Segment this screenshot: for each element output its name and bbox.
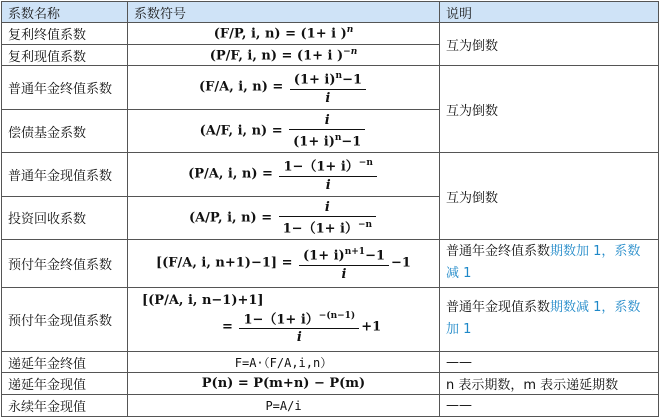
exponent: n	[335, 71, 343, 82]
exponent: n	[334, 132, 342, 143]
numerator: 1−（1+ i）	[283, 159, 359, 175]
row-name: 复利终值系数	[2, 23, 128, 45]
numerator-tail: −1	[342, 72, 363, 88]
table-row	[2, 240, 659, 288]
formula-text: (F/P, i, n) = (1+ i )	[213, 26, 347, 42]
formula-text: (P/F, i, n) = (1+ i )	[209, 48, 344, 64]
row-name: 预付年金现值系数	[2, 287, 128, 351]
row-name: 普通年金现值系数	[2, 153, 128, 196]
note-highlight: 期数减 1，系数加 1	[446, 300, 641, 338]
table-row	[2, 287, 659, 351]
note-highlight: 期数加 1，系数减 1	[446, 244, 641, 282]
formula-cell	[128, 23, 440, 45]
table-row	[2, 373, 659, 395]
note-cell	[440, 287, 659, 351]
table-row	[2, 66, 659, 109]
row-name: 普通年金终值系数	[2, 66, 128, 109]
note-cell: 互为倒数	[440, 66, 659, 153]
formula-cell	[128, 66, 440, 109]
formula-cell	[128, 44, 440, 66]
note-cell: 互为倒数	[440, 153, 659, 240]
denominator: (1+ i)	[293, 134, 335, 150]
note-text: 普通年金现值系数	[446, 300, 551, 316]
table-row	[2, 23, 659, 45]
numerator-tail: −1	[365, 248, 386, 264]
formula-cell	[128, 240, 440, 288]
formula-line1: [(P/A, i, n−1)+1]	[142, 292, 264, 308]
denominator: i	[341, 266, 347, 282]
numerator: 1−（1+ i）	[243, 311, 319, 327]
formula-lhs: [(F/A, i, n+1)−1] =	[156, 255, 293, 271]
exponent: −n	[357, 219, 373, 230]
row-name: 递延年金现值	[2, 373, 128, 395]
formula-tail: +1	[361, 319, 382, 335]
header-symbol: 系数符号	[128, 2, 440, 23]
table-row	[2, 351, 659, 373]
formula-lhs: (F/A, i, n) =	[198, 80, 284, 96]
header-note: 说明	[440, 2, 659, 23]
numerator: (1+ i)	[303, 248, 345, 264]
header-row	[2, 2, 659, 23]
formula-cell: P(n) = P(m+n) − P(m)	[128, 373, 440, 395]
row-name: 偿债基金系数	[2, 109, 128, 152]
formula-cell	[128, 153, 440, 196]
note-cell: ——	[440, 351, 659, 373]
formula-exponent: n	[346, 25, 354, 36]
row-name: 投资回收系数	[2, 196, 128, 239]
formula-exponent: −n	[343, 46, 358, 57]
formula-lhs: (A/F, i, n) =	[199, 123, 283, 139]
table-row	[2, 153, 659, 196]
table-row	[2, 395, 659, 417]
note-cell	[440, 240, 659, 288]
denominator: 1−（1+ i）	[282, 221, 358, 237]
row-name: 递延年金终值	[2, 351, 128, 373]
fraction	[279, 155, 376, 193]
exponent: −(n−1)	[318, 310, 356, 321]
formula-lhs: (P/A, i, n) =	[188, 166, 273, 182]
formula-cell	[128, 109, 440, 152]
denominator: i	[296, 329, 302, 345]
row-name: 复利现值系数	[2, 44, 128, 66]
coefficient-table	[1, 1, 659, 417]
formula-equals: =	[222, 319, 233, 335]
formula-cell	[128, 287, 440, 351]
numerator: (1+ i)	[293, 72, 336, 88]
note-cell: 互为倒数	[440, 23, 659, 66]
note-cell: n 表示期数，m 表示递延期数	[440, 373, 659, 395]
formula-cell: F=A·（F/A,i,n）	[128, 351, 440, 373]
formula-lhs: (A/P, i, n) =	[188, 210, 273, 226]
note-text: 普通年金终值系数	[446, 244, 551, 260]
denominator: i	[325, 177, 331, 193]
fraction	[239, 308, 359, 346]
header-name: 系数名称	[2, 2, 128, 23]
formula-cell: P=A/i	[128, 395, 440, 417]
row-name: 永续年金现值	[2, 395, 128, 417]
formula-cell	[128, 196, 440, 239]
denominator-tail: −1	[341, 134, 362, 150]
numerator: i	[279, 199, 376, 217]
numerator: i	[289, 112, 365, 130]
fraction	[299, 244, 389, 282]
exponent: n+1	[344, 247, 366, 258]
fraction	[289, 112, 365, 150]
fraction	[290, 68, 366, 106]
row-name: 预付年金终值系数	[2, 240, 128, 288]
exponent: −n	[358, 158, 373, 169]
denominator: i	[325, 90, 331, 106]
fraction	[279, 199, 376, 237]
note-cell: ——	[440, 395, 659, 417]
formula-tail: −1	[391, 255, 411, 271]
